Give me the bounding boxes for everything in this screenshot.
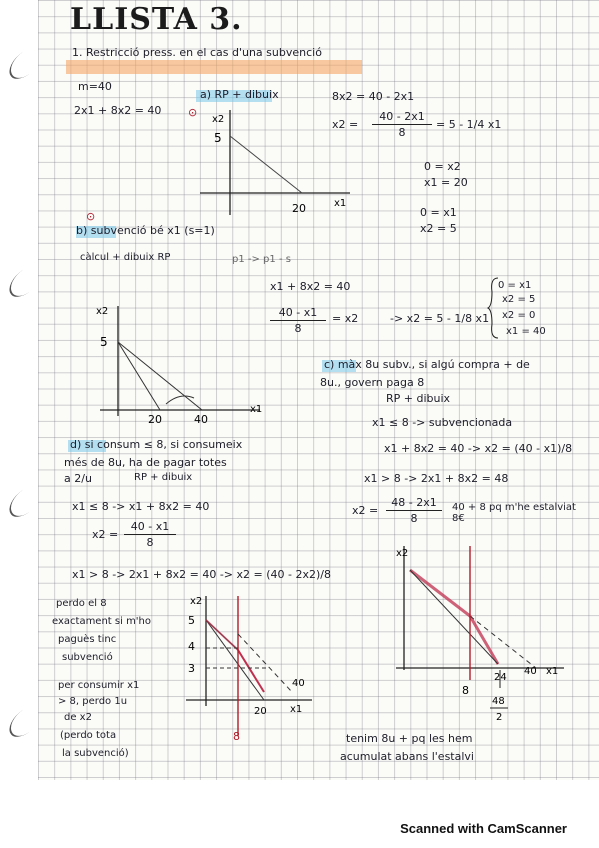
fraction-numerator: 48 - 2x1 bbox=[391, 496, 437, 509]
part-a-eq2-rhs: = 5 - 1/4 x1 bbox=[436, 118, 502, 131]
part-b-eq3: -> x2 = 5 - 1/8 x1 bbox=[390, 312, 490, 325]
fraction bbox=[124, 520, 176, 549]
side-note-7: de x2 bbox=[64, 712, 92, 723]
part-d-line3: a 2/u bbox=[64, 472, 92, 485]
point-a1: 0 = x2 bbox=[424, 160, 461, 173]
fraction-denominator: 8 bbox=[294, 322, 302, 335]
scan-footer: Scanned with CamScanner bbox=[400, 821, 567, 836]
side-note-5: per consumir x1 bbox=[58, 680, 140, 691]
side-note-6: > 8, perdo 1u bbox=[58, 696, 128, 707]
side-note-8: (perdo tota bbox=[60, 730, 117, 741]
part-d-line2: més de 8u, ha de pagar totes bbox=[64, 456, 227, 469]
side-note-9: la subvenció) bbox=[62, 748, 129, 759]
part-c-label: c) màx 8u subv., si algú compra + de bbox=[324, 358, 530, 371]
part-d-eq3: x1 > 8 -> 2x1 + 8x2 = 40 -> x2 = (40 - 2x2)/8 bbox=[72, 568, 331, 581]
fraction-denominator: 8 bbox=[410, 512, 418, 525]
graph-b-ytick: 5 bbox=[100, 335, 108, 349]
brace-3: x2 = 0 bbox=[502, 310, 536, 321]
graph-c-x8: 8 bbox=[462, 684, 469, 697]
part-a-eq2-lhs: x2 = bbox=[332, 118, 359, 131]
part-d-eq2-lhs: x2 = bbox=[92, 528, 119, 541]
fraction-numerator: 40 - x1 bbox=[130, 520, 170, 533]
part-c-cond2: x1 > 8 -> 2x1 + 8x2 = 48 bbox=[364, 472, 509, 485]
fraction-numerator: 40 - x1 bbox=[278, 306, 318, 319]
graph-d-ylabel: x2 bbox=[190, 596, 203, 607]
graph-d-t5: 5 bbox=[188, 614, 195, 627]
graph-a-ylabel: x2 bbox=[212, 114, 225, 125]
fraction bbox=[372, 110, 432, 139]
fraction-denominator: 8 bbox=[398, 126, 406, 139]
side-note-2: exactament si m'ho bbox=[52, 616, 152, 627]
graph-d-x8: 8 bbox=[233, 730, 240, 743]
part-d-eq1: x1 ≤ 8 -> x1 + 8x2 = 40 bbox=[72, 500, 210, 513]
graph-c-frac-num: 48 bbox=[492, 696, 505, 707]
fraction bbox=[386, 496, 442, 525]
fraction bbox=[270, 306, 326, 335]
graph-c-xlabel: x1 bbox=[546, 666, 559, 677]
graph-c-x24: 24 bbox=[494, 672, 507, 683]
graph-a bbox=[200, 110, 360, 220]
part-a-eq1: 8x2 = 40 - 2x1 bbox=[332, 90, 415, 103]
part-c-note: 40 + 8 pq m'he estalviat 8€ bbox=[452, 502, 576, 524]
part-b-label: b) subvenció bé x1 (s=1) bbox=[76, 224, 215, 237]
graph-c-frac-den: 2 bbox=[496, 712, 503, 723]
side-note-1: perdo el 8 bbox=[56, 598, 107, 609]
point-a1b: x1 = 20 bbox=[424, 176, 468, 189]
part-b-eq2-rhs: = x2 bbox=[332, 312, 359, 325]
part-b-sub: càlcul + dibuix RP bbox=[80, 252, 171, 263]
budget-equation: 2x1 + 8x2 = 40 bbox=[74, 104, 162, 117]
bottom-note-2: acumulat abans l'estalvi bbox=[340, 750, 474, 763]
part-c-line2: 8u., govern paga 8 bbox=[320, 376, 425, 389]
graph-d bbox=[166, 592, 316, 742]
graph-b bbox=[90, 306, 270, 426]
fraction-denominator: 8 bbox=[146, 536, 154, 549]
part-c-eq1: x1 + 8x2 = 40 -> x2 = (40 - x1)/8 bbox=[384, 442, 573, 455]
graph-a-ytick: 5 bbox=[214, 131, 222, 145]
problem-heading: 1. Restricció press. en el cas d'una subvenció bbox=[72, 46, 322, 59]
graph-a-xlabel: x1 bbox=[334, 198, 347, 209]
income-value: m=40 bbox=[78, 80, 112, 93]
part-c-line3: RP + dibuix bbox=[386, 392, 451, 405]
graph-c-ylabel: x2 bbox=[396, 548, 409, 559]
brace-icon bbox=[486, 276, 500, 340]
graph-d-x20: 20 bbox=[254, 706, 267, 717]
highlight bbox=[66, 60, 362, 74]
graph-b-xlabel: x1 bbox=[250, 404, 263, 415]
point-a2b: x2 = 5 bbox=[420, 222, 457, 235]
bottom-note-1: tenim 8u + pq les hem bbox=[346, 732, 473, 745]
graph-d-t4: 4 bbox=[188, 640, 195, 653]
red-mark-icon: ⊙ bbox=[86, 210, 96, 223]
part-d-label: d) si consum ≤ 8, si consumeix bbox=[70, 438, 243, 451]
graph-d-t3: 3 bbox=[188, 662, 195, 675]
side-note-3: paguès tinc bbox=[58, 634, 117, 645]
red-mark-icon: ⊙ bbox=[188, 106, 198, 119]
graph-d-x40: 40 bbox=[292, 678, 305, 689]
page-title: LLISTA 3. bbox=[70, 2, 243, 37]
part-c-cond1: x1 ≤ 8 -> subvencionada bbox=[372, 416, 513, 429]
part-c-eq2-lhs: x2 = bbox=[352, 504, 379, 517]
part-a-label: a) RP + dibuix bbox=[200, 88, 279, 101]
part-b-note: p1 -> p1 - s bbox=[232, 254, 291, 265]
graph-b-ylabel: x2 bbox=[96, 306, 109, 317]
graph-d-xlabel: x1 bbox=[290, 704, 303, 715]
fraction-numerator: 40 - 2x1 bbox=[379, 110, 425, 123]
part-d-line4: RP + dibuix bbox=[134, 472, 193, 483]
graph-c bbox=[396, 544, 566, 734]
part-b-eq1: x1 + 8x2 = 40 bbox=[270, 280, 351, 293]
brace-1: 0 = x1 bbox=[498, 280, 532, 291]
graph-b-xtick1: 20 bbox=[148, 413, 162, 426]
graph-b-xtick2: 40 bbox=[194, 413, 208, 426]
brace-4: x1 = 40 bbox=[506, 326, 546, 337]
point-a2: 0 = x1 bbox=[420, 206, 457, 219]
brace-2: x2 = 5 bbox=[502, 294, 536, 305]
side-note-4: subvenció bbox=[62, 652, 113, 663]
graph-a-xtick: 20 bbox=[292, 202, 306, 215]
graph-c-x40: 40 bbox=[524, 666, 537, 677]
